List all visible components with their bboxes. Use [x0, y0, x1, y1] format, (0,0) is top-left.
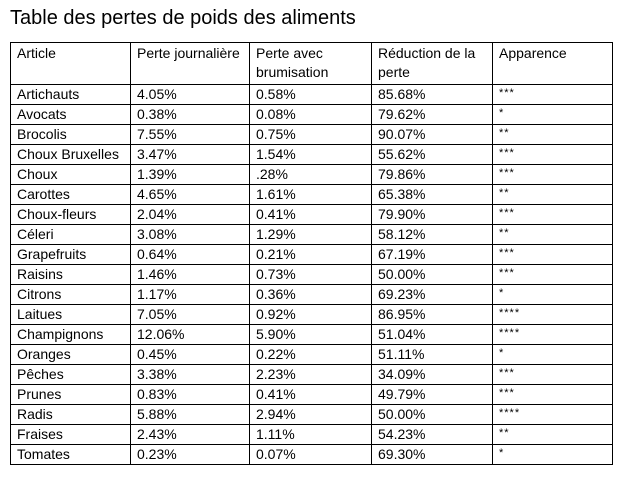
table-body [11, 85, 613, 465]
cell-article: Carottes [11, 185, 131, 205]
header-article: Article [11, 43, 131, 85]
cell-appearance: *** [493, 245, 613, 265]
cell-article: Oranges [11, 345, 131, 365]
table-row [11, 125, 613, 145]
cell-article: Pêches [11, 365, 131, 385]
table-row [11, 405, 613, 425]
cell-appearance: * [493, 285, 613, 305]
cell-loss-reduction: 86.95% [372, 305, 493, 325]
cell-daily-loss: 0.23% [131, 445, 250, 465]
cell-article: Artichauts [11, 85, 131, 105]
table-header [11, 43, 613, 85]
cell-loss-reduction: 49.79% [372, 385, 493, 405]
cell-article: Prunes [11, 385, 131, 405]
cell-appearance: *** [493, 265, 613, 285]
cell-misting-loss: 2.23% [250, 365, 372, 385]
cell-daily-loss: 7.55% [131, 125, 250, 145]
cell-article: Brocolis [11, 125, 131, 145]
cell-loss-reduction: 50.00% [372, 405, 493, 425]
header-appearance: Apparence [493, 43, 613, 85]
cell-daily-loss: 3.08% [131, 225, 250, 245]
cell-appearance: ** [493, 425, 613, 445]
cell-loss-reduction: 69.30% [372, 445, 493, 465]
cell-loss-reduction: 79.62% [372, 105, 493, 125]
cell-misting-loss: 0.73% [250, 265, 372, 285]
cell-daily-loss: 1.39% [131, 165, 250, 185]
cell-misting-loss: 1.11% [250, 425, 372, 445]
cell-misting-loss: 0.36% [250, 285, 372, 305]
cell-article: Champignons [11, 325, 131, 345]
cell-appearance: ** [493, 125, 613, 145]
cell-article: Choux-fleurs [11, 205, 131, 225]
cell-loss-reduction: 67.19% [372, 245, 493, 265]
cell-appearance: **** [493, 325, 613, 345]
cell-appearance: **** [493, 405, 613, 425]
cell-appearance: * [493, 445, 613, 465]
cell-article: Laitues [11, 305, 131, 325]
cell-daily-loss: 0.64% [131, 245, 250, 265]
cell-appearance: *** [493, 145, 613, 165]
table-row [11, 425, 613, 445]
cell-daily-loss: 7.05% [131, 305, 250, 325]
cell-daily-loss: 0.83% [131, 385, 250, 405]
cell-loss-reduction: 90.07% [372, 125, 493, 145]
table-row [11, 385, 613, 405]
table-row [11, 205, 613, 225]
cell-misting-loss: 0.41% [250, 385, 372, 405]
cell-appearance: * [493, 345, 613, 365]
table-row [11, 85, 613, 105]
table-row [11, 325, 613, 345]
cell-misting-loss: 2.94% [250, 405, 372, 425]
cell-daily-loss: 0.38% [131, 105, 250, 125]
cell-daily-loss: 1.46% [131, 265, 250, 285]
cell-article: Radis [11, 405, 131, 425]
cell-daily-loss: 2.43% [131, 425, 250, 445]
header-row [11, 43, 613, 85]
table-row [11, 265, 613, 285]
cell-loss-reduction: 65.38% [372, 185, 493, 205]
cell-daily-loss: 4.05% [131, 85, 250, 105]
cell-article: Céleri [11, 225, 131, 245]
cell-misting-loss: 1.61% [250, 185, 372, 205]
table-row [11, 245, 613, 265]
cell-article: Raisins [11, 265, 131, 285]
cell-loss-reduction: 55.62% [372, 145, 493, 165]
cell-appearance: *** [493, 165, 613, 185]
cell-misting-loss: 0.41% [250, 205, 372, 225]
cell-misting-loss: 0.75% [250, 125, 372, 145]
cell-daily-loss: 3.38% [131, 365, 250, 385]
cell-daily-loss: 2.04% [131, 205, 250, 225]
cell-loss-reduction: 51.11% [372, 345, 493, 365]
cell-appearance: *** [493, 365, 613, 385]
cell-loss-reduction: 79.90% [372, 205, 493, 225]
cell-misting-loss: .28% [250, 165, 372, 185]
cell-misting-loss: 0.08% [250, 105, 372, 125]
cell-appearance: * [493, 105, 613, 125]
cell-loss-reduction: 85.68% [372, 85, 493, 105]
cell-article: Choux Bruxelles [11, 145, 131, 165]
cell-daily-loss: 4.65% [131, 185, 250, 205]
cell-appearance: **** [493, 305, 613, 325]
cell-misting-loss: 0.22% [250, 345, 372, 365]
cell-daily-loss: 1.17% [131, 285, 250, 305]
cell-article: Choux [11, 165, 131, 185]
cell-loss-reduction: 51.04% [372, 325, 493, 345]
table-row [11, 305, 613, 325]
table-row [11, 445, 613, 465]
table-row [11, 105, 613, 125]
cell-appearance: *** [493, 85, 613, 105]
cell-daily-loss: 3.47% [131, 145, 250, 165]
cell-loss-reduction: 69.23% [372, 285, 493, 305]
cell-loss-reduction: 50.00% [372, 265, 493, 285]
cell-article: Tomates [11, 445, 131, 465]
document-title: Table des pertes de poids des aliments [10, 7, 356, 29]
table-row [11, 145, 613, 165]
weight-loss-table [10, 42, 613, 465]
cell-daily-loss: 5.88% [131, 405, 250, 425]
cell-daily-loss: 12.06% [131, 325, 250, 345]
cell-article: Avocats [11, 105, 131, 125]
table-row [11, 225, 613, 245]
cell-misting-loss: 0.07% [250, 445, 372, 465]
cell-daily-loss: 0.45% [131, 345, 250, 365]
cell-appearance: *** [493, 205, 613, 225]
table-row [11, 165, 613, 185]
cell-appearance: *** [493, 385, 613, 405]
cell-article: Grapefruits [11, 245, 131, 265]
header-daily-loss: Perte journalière [131, 43, 250, 85]
cell-misting-loss: 0.58% [250, 85, 372, 105]
cell-article: Fraises [11, 425, 131, 445]
cell-loss-reduction: 58.12% [372, 225, 493, 245]
cell-misting-loss: 0.21% [250, 245, 372, 265]
cell-misting-loss: 0.92% [250, 305, 372, 325]
cell-loss-reduction: 54.23% [372, 425, 493, 445]
cell-misting-loss: 1.54% [250, 145, 372, 165]
cell-appearance: ** [493, 185, 613, 205]
cell-misting-loss: 5.90% [250, 325, 372, 345]
table-row [11, 285, 613, 305]
cell-appearance: ** [493, 225, 613, 245]
table-row [11, 345, 613, 365]
header-misting-loss: Perte avec brumisation [250, 43, 372, 85]
cell-misting-loss: 1.29% [250, 225, 372, 245]
table-row [11, 365, 613, 385]
cell-loss-reduction: 34.09% [372, 365, 493, 385]
header-loss-reduction: Réduction de la perte [372, 43, 493, 85]
cell-loss-reduction: 79.86% [372, 165, 493, 185]
table-row [11, 185, 613, 205]
cell-article: Citrons [11, 285, 131, 305]
